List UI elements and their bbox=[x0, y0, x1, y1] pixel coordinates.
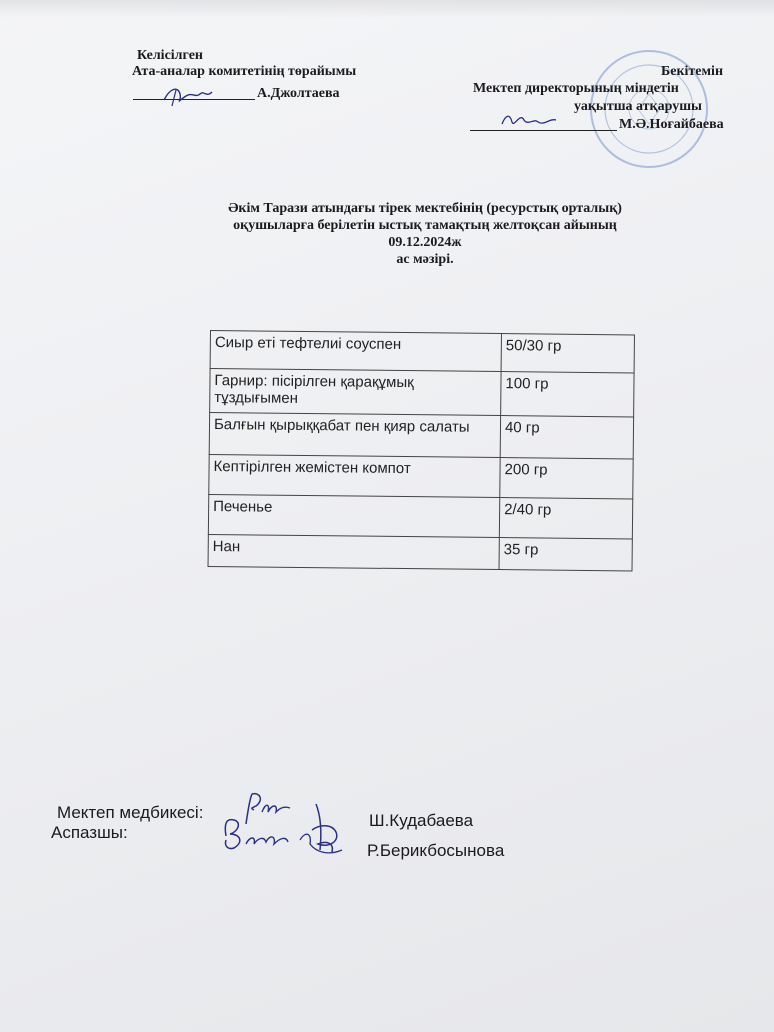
right-signature bbox=[498, 108, 562, 132]
dish-name: Печенье bbox=[208, 494, 499, 537]
left-signatory-name: А.Джолтаева bbox=[257, 86, 340, 101]
director-line-2: уақытша атқарушы bbox=[574, 99, 702, 114]
nurse-name: Ш.Кудабаева bbox=[369, 811, 474, 830]
dish-portion: 200 гр bbox=[500, 458, 633, 499]
table-row bbox=[208, 494, 632, 538]
page-shadow bbox=[0, 0, 774, 18]
committee-chair-label: Ата-аналар комитетінің төрайымы bbox=[132, 64, 357, 79]
title-line-4: ас мәзірі. bbox=[396, 252, 454, 267]
dish-name: Балғын қырыққабат пен қияр салаты bbox=[209, 413, 500, 458]
dish-portion: 50/30 гр bbox=[501, 334, 634, 373]
dish-name: Нан bbox=[208, 534, 499, 569]
cook-label: Аспазшы: bbox=[51, 823, 128, 842]
dish-portion: 40 гр bbox=[500, 416, 633, 459]
table-row bbox=[210, 369, 634, 417]
dish-portion: 2/40 гр bbox=[499, 498, 632, 539]
left-signature bbox=[160, 80, 220, 110]
nurse-label: Мектеп медбикесі: bbox=[57, 803, 204, 822]
director-line-1: Мектеп директорының міндетін bbox=[473, 81, 679, 96]
dish-portion: 100 гр bbox=[501, 372, 634, 417]
agreed-label: Келісілген bbox=[137, 48, 203, 63]
table-row bbox=[209, 413, 633, 459]
dish-name: Гарнир: пісірілген қарақұмық тұздығымен bbox=[210, 369, 501, 416]
approved-label: Бекітемін bbox=[661, 64, 724, 79]
table-row bbox=[209, 454, 633, 498]
menu-table bbox=[208, 330, 635, 571]
cook-name: Р.Берикбосынова bbox=[367, 841, 505, 860]
table-row bbox=[208, 534, 632, 570]
right-signatory-name: М.Ә.Ноғайбаева bbox=[619, 117, 724, 132]
dish-portion: 35 гр bbox=[499, 538, 632, 571]
cook-signature bbox=[216, 800, 356, 870]
title-date: 09.12.2024ж bbox=[388, 235, 462, 250]
dish-name: Сиыр еті тефтелиі соуспен bbox=[210, 331, 501, 372]
title-line-1: Әкім Тарази атындағы тірек мектебінің (ресурстық орталық) bbox=[228, 201, 622, 216]
title-line-2: оқушыларға берілетін ыстық тамақтың желтоқсан айының bbox=[233, 218, 617, 233]
dish-name: Кептірілген жемістен компот bbox=[209, 454, 500, 497]
table-row bbox=[210, 331, 634, 373]
